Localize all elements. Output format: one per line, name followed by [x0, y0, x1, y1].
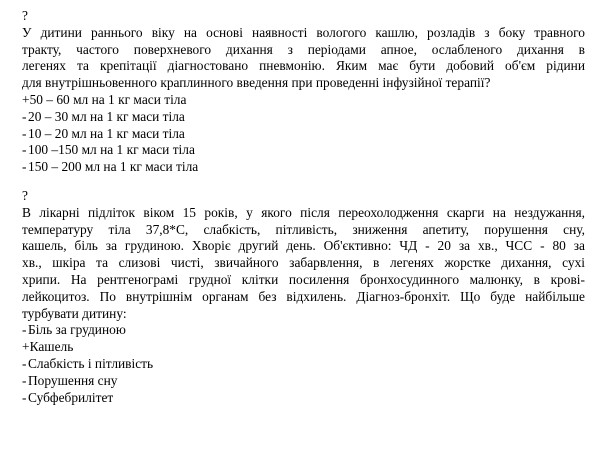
answer-text: Субфебрилітет: [28, 389, 114, 405]
answer-option: [22, 322, 585, 339]
question-2-text-line: В лікарні підліток віком 15 років, у якого після переохолодження скарги на нездужання,: [22, 204, 585, 220]
question-2-marker: ?: [22, 187, 28, 203]
answer-mark: +: [22, 339, 30, 355]
answer-mark: -: [22, 125, 27, 141]
answer-text: Порушення сну: [28, 372, 118, 388]
question-1: [22, 8, 585, 176]
question-1-text-line: легенях та крепітації діагностовано пневмонію. Яким має бути добовий об'єм рідини: [22, 58, 585, 74]
answer-text: Слабкість і пітливість: [28, 355, 154, 371]
question-2-text-line: хрипи. На рентгенограмі грудної клітки посилення бронхосудинного малюнку, в крові-: [22, 271, 585, 287]
answer-mark: -: [22, 389, 27, 405]
question-1-text-line: тракту, частого поверхневого дихання з періодами апное, ослабленого дихання в: [22, 41, 585, 57]
answer-text: Кашель: [29, 339, 74, 355]
answer-mark: -: [22, 355, 27, 371]
question-2-text-line: кашель, біль за грудиною. Хворіє другий день. Об'єктивно: ЧД - 20 за хв., ЧСС - 80 за: [22, 238, 585, 254]
answer-text: Біль за грудиною: [28, 322, 126, 338]
answer-option: [22, 339, 585, 356]
answer-option: [22, 356, 585, 373]
answer-option: [22, 109, 585, 126]
question-1-marker: ?: [22, 8, 28, 23]
answer-mark: -: [22, 142, 27, 158]
answer-option: [22, 142, 585, 159]
answer-text: 100 –150 мл на 1 кг маси тіла: [28, 142, 195, 158]
answer-option: [22, 126, 585, 143]
answer-text: 50 – 60 мл на 1 кг маси тіла: [29, 91, 187, 107]
question-2: [22, 188, 585, 406]
question-1-text-line: У дитини раннього віку на основі наявності вологого кашлю, розладів з боку травного: [22, 24, 585, 40]
answer-text: 150 – 200 мл на 1 кг маси тіла: [28, 159, 199, 175]
answer-option: [22, 159, 585, 176]
document-page: [22, 8, 585, 406]
question-2-text-line: температуру тіла 37,8*С, слабкість, пітливість, зниження апетиту, порушення сну,: [22, 221, 585, 237]
question-1-text-line: для внутрішньовенного краплинного введення при проведенні інфузійної терапії?: [22, 75, 491, 91]
answer-option: [22, 390, 585, 407]
answer-option: [22, 373, 585, 390]
answer-mark: -: [22, 108, 27, 124]
answer-mark: -: [22, 159, 27, 175]
answer-option: [22, 92, 585, 109]
answer-mark: -: [22, 372, 27, 388]
answer-mark: +: [22, 91, 30, 107]
question-2-text-line: турбувати дитину:: [22, 305, 127, 321]
question-2-text-line: хв., шкіра та слизові чисті, звичайного забарвлення, в легенях жорстке дихання, сухі: [22, 255, 585, 271]
question-2-text-line: лейкоцитоз. По внутрішнім органам без відхилень. Діагноз-бронхіт. Що буде найбільше: [22, 288, 585, 304]
answer-mark: -: [22, 322, 27, 338]
answer-text: 20 – 30 мл на 1 кг маси тіла: [28, 108, 185, 124]
answer-text: 10 – 20 мл на 1 кг маси тіла: [28, 125, 185, 141]
